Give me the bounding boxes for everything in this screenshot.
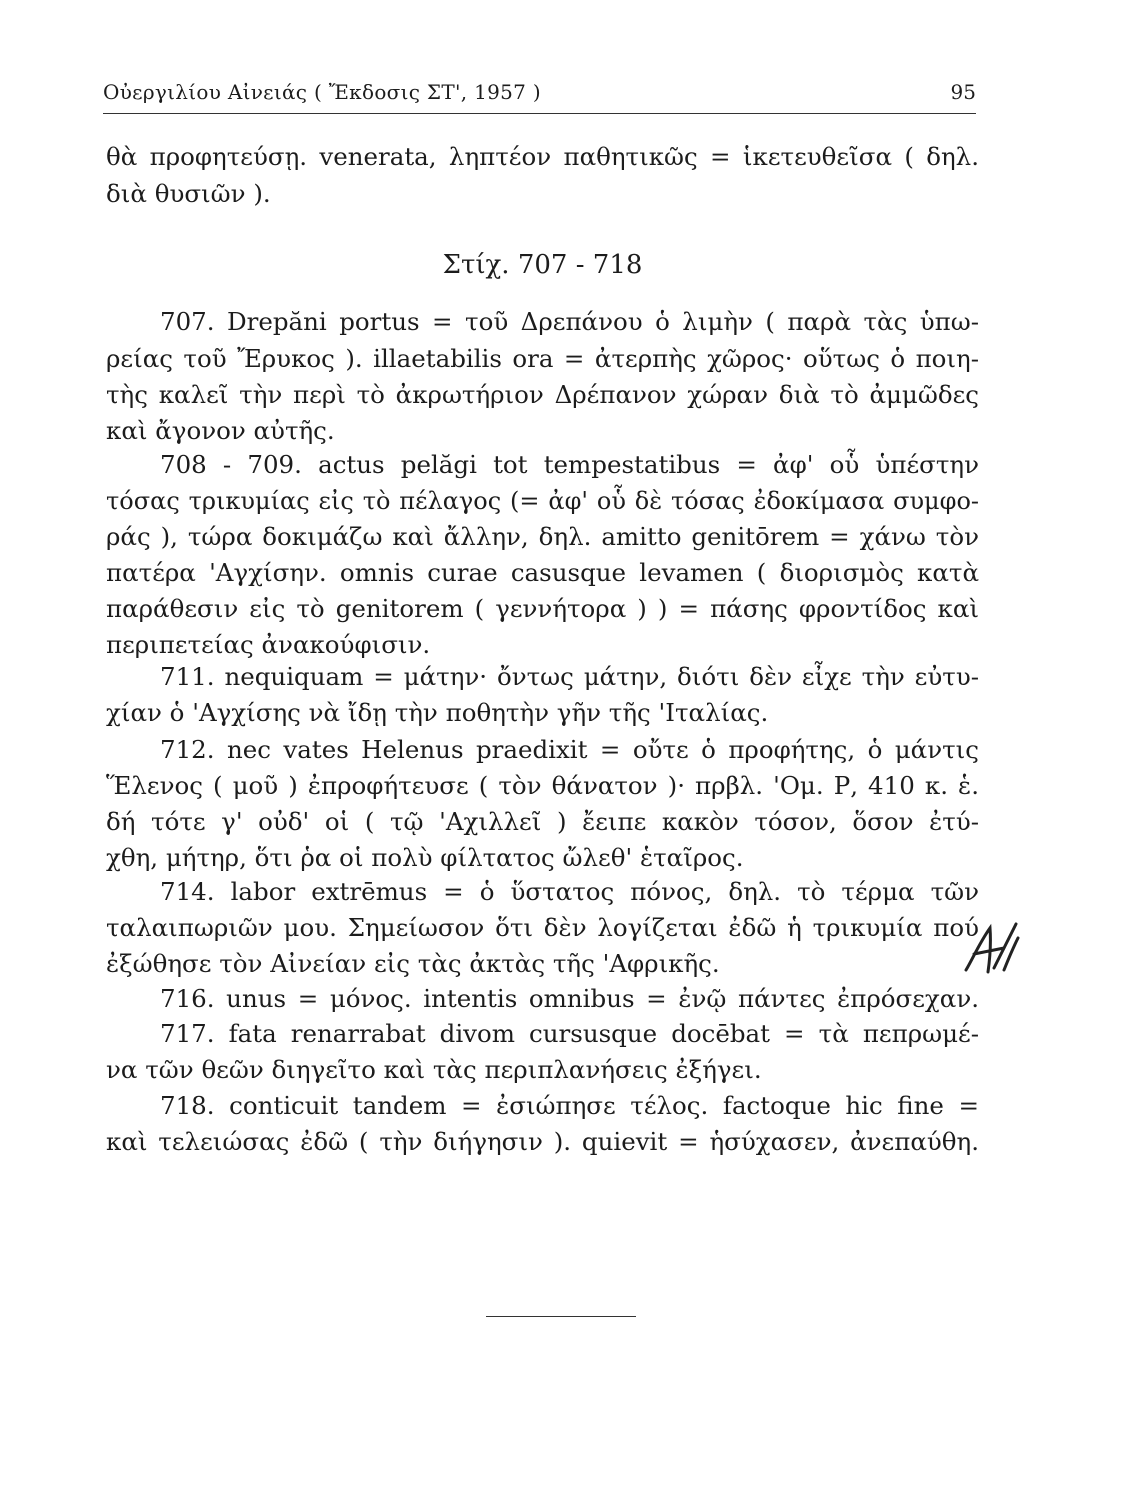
header-rule	[103, 113, 976, 114]
section-heading: Στίχ. 707 - 718	[442, 250, 643, 280]
text-line: δή τότε γ' οὐδ' οἱ ( τῷ 'Αχιλλεῖ ) ἔειπε κακὸν τόσον, ὅσον ἐτύ-	[106, 807, 979, 836]
text-line: 707. Drepăni portus = τοῦ Δρεπάνου ὁ λιμὴν ( παρὰ τὰς ὑπω-	[160, 307, 979, 336]
text-line: καὶ τελειώσας ἐδῶ ( τὴν διήγησιν ). quievit = ἡσύχασεν, ἀνεπαύθη.	[106, 1127, 979, 1156]
text-line: χθη, μήτηρ, ὅτι ῥα οἱ πολὺ φίλτατος ὤλεθ' ἑταῖρος.	[106, 843, 744, 872]
running-header-title: Οὐεργιλίου Αἰνειάς ( Ἔκδοσις ΣΤ', 1957 )	[103, 80, 541, 104]
text-line: 718. conticuit tandem = ἐσιώπησε τέλος. factoque hic fine =	[160, 1091, 979, 1120]
text-line: ἐξώθησε τὸν Αἰνείαν εἰς τὰς ἀκτὰς τῆς 'Αφρικῆς.	[106, 949, 720, 978]
text-line: 714. labor extrēmus = ὁ ὕστατος πόνος, δηλ. τὸ τέρμα τῶν	[160, 877, 979, 906]
text-line: τὴς καλεῖ τὴν περὶ τὸ ἀκρωτήριον Δρέπανον χώραν διὰ τὸ ἀμμῶδες	[106, 380, 979, 409]
text-line: ράς ), τώρα δοκιμάζω καὶ ἄλλην, δηλ. amitto genitōrem = χάνω τὸν	[106, 522, 979, 551]
text-line: ρείας τοῦ Ἔρυκος ). illaetabilis ora = ἀτερπὴς χῶρος· οὕτως ὁ ποιη-	[106, 344, 979, 373]
text-line: 716. unus = μόνος. intentis omnibus = ἐνῷ πάντες ἐπρόσεχαν.	[160, 984, 979, 1013]
handwritten-mark	[960, 920, 1022, 980]
text-line: 717. fata renarrabat divom cursusque docēbat = τὰ πεπρωμέ-	[160, 1019, 979, 1048]
text-line: 708 - 709. actus pelăgi tot tempestatibus = ἀφ' οὗ ὑπέστην	[160, 450, 979, 479]
text-line: θὰ προφητεύσῃ. venerata, ληπτέον παθητικῶς = ἱκετευθεῖσα ( δηλ.	[106, 142, 979, 171]
text-line: ταλαιπωριῶν μου. Σημείωσον ὅτι δὲν λογίζεται ἐδῶ ἡ τρικυμία πού	[106, 913, 979, 942]
text-line: 712. nec vates Helenus praedixit = οὔτε ὁ προφήτης, ὁ μάντις	[160, 735, 979, 764]
text-line: 711. nequiquam = μάτην· ὄντως μάτην, διότι δὲν εἶχε τὴν εὐτυ-	[160, 662, 979, 691]
text-line: Ἕλενος ( μοῦ ) ἐπροφήτευσε ( τὸν θάνατον )· πρβλ. 'Ομ. Ρ, 410 κ. ἑ.	[106, 771, 979, 800]
text-line: παράθεσιν εἰς τὸ genitorem ( γεννήτορα ) ) = πάσης φροντίδος καὶ	[106, 594, 979, 623]
end-rule	[486, 1316, 636, 1317]
text-line: να τῶν θεῶν διηγεῖτο καὶ τὰς περιπλανήσεις ἐξήγει.	[106, 1055, 762, 1084]
text-line: διὰ θυσιῶν ).	[106, 179, 271, 208]
text-line: καὶ ἄγονον αὐτῆς.	[106, 416, 335, 445]
page-number: 95	[950, 80, 976, 104]
text-line: χίαν ὁ 'Αγχίσης νὰ ἴδῃ τὴν ποθητὴν γῆν τῆς 'Ιταλίας.	[106, 698, 769, 727]
text-line: περιπετείας ἀνακούφισιν.	[106, 630, 431, 659]
text-line: τόσας τρικυμίας εἰς τὸ πέλαγος (= ἀφ' οὗ δὲ τόσας ἐδοκίμασα συμφο-	[106, 487, 979, 515]
text-line: πατέρα 'Αγχίσην. omnis curae casusque levamen ( διορισμὸς κατὰ	[106, 558, 979, 587]
